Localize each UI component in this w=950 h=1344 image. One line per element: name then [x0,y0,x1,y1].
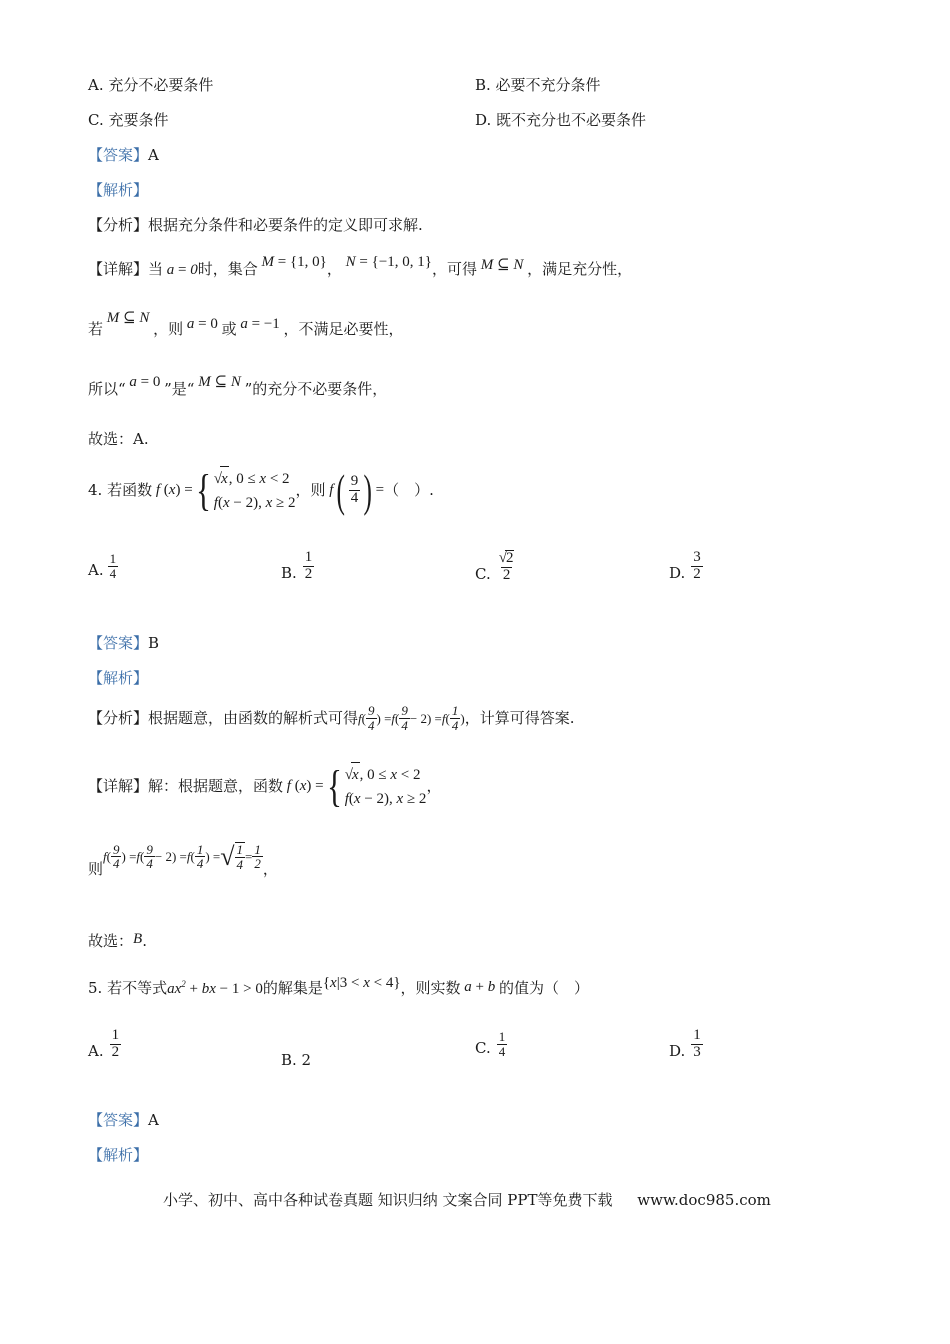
text: 则 [88,860,104,879]
text: ，则 [295,481,326,499]
math-m-subset-n: M ⊆ N [194,374,245,390]
q4-option-a [88,552,118,580]
text: 若 [88,320,104,338]
paren: ) [363,464,373,516]
page-footer [163,1193,771,1208]
math-chain: f ( $\frac{9}{4}$ ) = f ( $\frac{9}{4}$ − 2) = f ( $\frac{1}{4}$ ) [358,703,465,733]
q5-option-c [475,1030,507,1058]
fenxi-tag: 【分析】 [88,216,149,234]
text: 的值为（ ） [499,979,590,997]
answer-tag: 【答案】 [88,634,149,652]
q4-stem [88,466,434,515]
q3-option-d: D. 既不充分也不必要条件 [475,111,647,129]
equals: = [375,482,385,498]
q5-jiexi-tag: 【解析】 [88,1146,149,1164]
q4-option-d [669,550,703,583]
fraction-1-2: $\frac{1}{2}$ [111,1027,120,1060]
label: D. [669,1041,686,1060]
label: C. [475,564,491,583]
q3-option-a: A. 充分不必要条件 [88,76,214,94]
math-b: B [133,931,143,947]
q3-detail-line1 [88,254,633,278]
text: ”是“ [164,380,195,398]
math-a-plus-b: a + b [460,979,500,995]
text: ， [262,860,278,879]
q3-detail-line2 [88,310,404,338]
q4-ze-line [88,841,278,879]
text: ，则 [153,320,184,338]
text: 或 [221,320,237,338]
q3-final: 故选：A. [88,430,149,448]
text: （ ）. [384,481,434,499]
text: ， [426,777,442,795]
fenxi-tag: 【分析】 [88,708,149,727]
label: D. [669,563,686,582]
text: 5. 若不等式 [88,979,168,997]
math-a-eq-neg1: a = −1 [236,316,280,332]
q5-option-a [88,1028,121,1061]
math-result-chain: f ( $\frac{9}{4}$ ) = f ( $\frac{9}{4}$ − 2) = f ( $\frac{1}{4}$ ) = √ $\frac{1}{4}$ = $\frac{1}{2}$ [103,841,261,872]
paren: ( [336,464,346,516]
label: A. [88,1041,104,1060]
q4-option-b [281,550,314,583]
q3-option-b: B. 必要不充分条件 [475,76,601,94]
math-f-9-4: f [325,482,334,498]
q4-final [88,931,147,950]
q4-answer-line [88,636,159,651]
text: 故选： [88,932,134,950]
q5-answer-line [88,1113,159,1128]
piecewise-cases: √x, 0 ≤ x < 2 f(x − 2), x ≥ 2 [214,466,296,515]
fraction-1-3: $\frac{1}{3}$ [693,1027,701,1060]
fraction-3-2: $\frac{3}{2}$ [693,549,701,582]
q3-answer-line [88,148,159,163]
text: ，满足充分性， [527,260,633,278]
brace: { [195,465,211,515]
math-set-m: M = {1, 0} [257,254,327,270]
math-m-subset-n: M ⊆ N [477,257,528,273]
q5-stem [88,975,590,997]
brace: { [326,761,342,811]
label: A. [88,561,104,580]
answer-tag: 【答案】 [88,146,149,164]
text: ，不满足必要性， [283,320,404,338]
text: 时，集合 [197,260,258,278]
fraction-sqrt2-2: $\frac{√2}{2}$ [498,550,514,583]
footer-url[interactable]: www.doc985.com [637,1191,771,1209]
q4-detail [88,762,441,811]
text: ，计算可得答案. [464,708,575,727]
text: ，则实数 [400,979,461,997]
answer-value: A [148,146,159,164]
q4-fenxi [88,704,574,732]
math-f-x: f (x) = [152,482,193,498]
q5-option-d [669,1028,703,1061]
fenxi-text: 根据充分条件和必要条件的定义即可求解. [148,216,423,234]
q4-option-c [475,550,516,584]
text: 所以“ [88,380,126,398]
fraction-9-4: $\frac{9}{4}$ [350,473,359,506]
math-set-n: N = {−1, 0, 1} [341,254,432,270]
q3-fenxi [88,218,423,233]
text: 当 [148,260,164,278]
fraction-1-2: $\frac{1}{2}$ [304,549,313,582]
text: . [142,932,147,950]
answer-tag: 【答案】 [88,1111,149,1129]
math-a-eq-0: a = 0 [163,262,198,278]
text: 解：根据题意，函数 [148,777,284,795]
answer-value: A [148,1111,159,1129]
math-m-subset-n: M ⊆ N [103,310,154,326]
text: ，可得 [431,260,477,278]
text: 的解集是 [262,979,323,997]
math-f-x: f (x) = [283,778,324,794]
text: 根据题意，由函数的解析式可得 [148,708,359,727]
xiangjie-tag: 【详解】 [88,777,149,795]
q3-option-c: C. 充要条件 [88,111,169,129]
label: B. [281,563,297,582]
math-inequality: $ax^2$ + bx − 1 > 0 [167,979,263,997]
q5-option-b: B. 2 [281,1051,312,1069]
xiangjie-tag: 【详解】 [88,260,149,278]
math-a-eq-0: a = 0 [125,374,161,390]
q3-detail-line3 [88,374,388,398]
q4-jiexi-tag: 【解析】 [88,669,149,687]
q3-jiexi-tag: 【解析】 [88,181,149,199]
text: ”的充分不必要条件， [244,380,388,398]
text: ， [326,260,342,278]
footer-text: 小学、初中、高中各种试卷真题 知识归纳 文案合同 PPT等免费下载 [163,1191,613,1209]
piecewise-cases: √x, 0 ≤ x < 2 f(x − 2), x ≥ 2 [345,762,427,811]
fraction-1-4: $\frac{1}{4}$ [109,551,117,581]
answer-value: B [148,634,160,652]
math-a-eq-0: a = 0 [183,316,218,332]
math-solution-set: {x|3 < x < 4} [322,975,401,991]
text: 4. 若函数 [88,481,153,499]
fraction-1-4: $\frac{1}{4}$ [498,1029,506,1059]
label: C. [475,1039,491,1058]
